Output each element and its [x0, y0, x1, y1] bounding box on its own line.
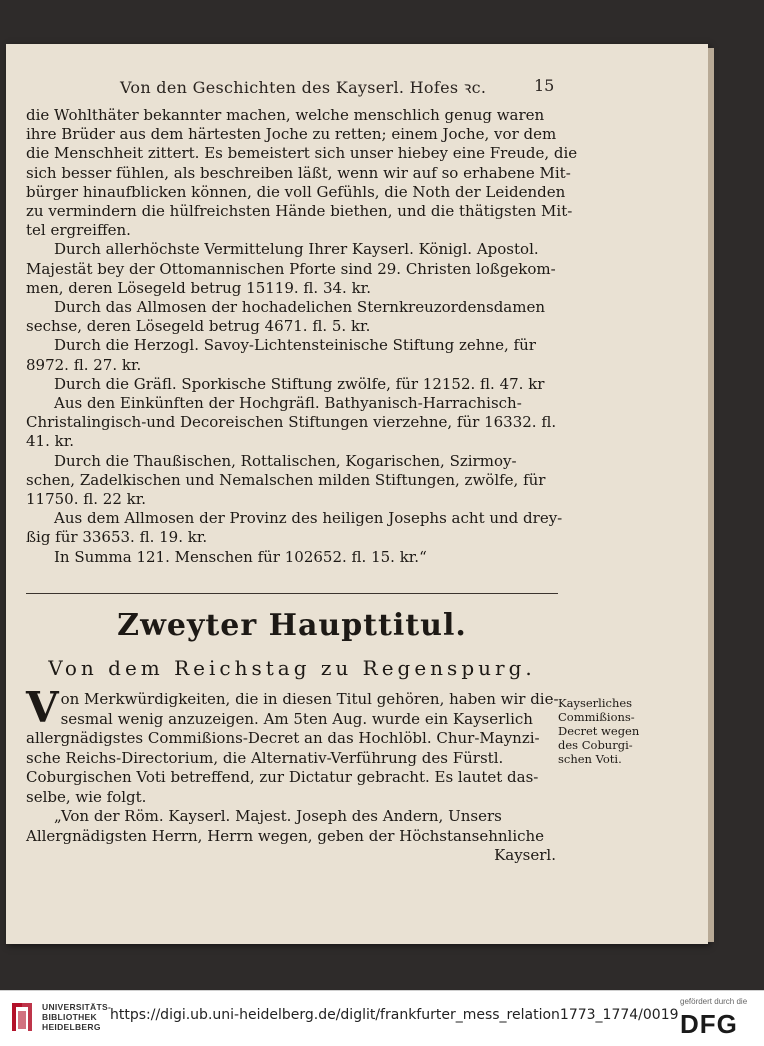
drop-cap: V — [26, 683, 59, 732]
marginal-line: Kayserliches — [558, 696, 633, 710]
marginal-note — [558, 696, 650, 766]
section-divider — [26, 593, 558, 594]
text-line: die Menschheit zittert. Es bemeistert sich unser hiebey eine Freude, die — [26, 144, 578, 163]
text-line: Kayserl. — [494, 846, 556, 864]
text-line: ßig für 33653. fl. 19. kr. — [26, 528, 208, 547]
text-line: sich besser fühlen, als beschreiben läßt, wenn wir auf so erhabene Mit- — [26, 163, 571, 182]
text-line: 11750. fl. 22 kr. — [26, 490, 147, 509]
book-page — [6, 44, 708, 944]
text-line: men, deren Lösegeld betrug 15119. fl. 34. kr. — [26, 278, 371, 297]
text-line: 8972. fl. 27. kr. — [26, 355, 142, 374]
text-line: „Von der Röm. Kayserl. Majest. Joseph des Andern, Unsers — [54, 807, 502, 825]
body-text — [26, 106, 578, 567]
chapter-title: Zweyter Haupttitul. — [117, 608, 467, 643]
text-line: zu vermindern die hülfreichsten Hände biethen, und die thätigsten Mit- — [26, 202, 573, 221]
marginal-line: schen Voti. — [558, 752, 622, 766]
section-text — [26, 683, 559, 866]
library-name-line: UNIVERSITÄTS- — [42, 1002, 112, 1012]
text-line: bürger hinaufblicken können, die voll Gefühls, die Noth der Leidenden — [26, 182, 566, 201]
footer-bar — [0, 990, 764, 1046]
marginal-line: Decret wegen — [558, 724, 640, 738]
text-line: Majestät bey der Ottomannischen Pforte sind 29. Christen loßgekom- — [26, 259, 556, 278]
text-line: Durch die Herzogl. Savoy-Lichtensteinische Stiftung zehne, für — [54, 336, 536, 355]
text-line: Durch allerhöchste Vermittelung Ihrer Kayserl. Königl. Apostol. — [54, 240, 539, 259]
text-line: selbe, wie folgt. — [26, 787, 147, 806]
text-line: sesmal wenig anzuzeigen. Am 5ten Aug. wurde ein Kayserlich — [60, 709, 533, 728]
library-name-line: BIBLIOTHEK — [42, 1012, 97, 1022]
text-line: Aus dem Allmosen der Provinz des heiligen Josephs acht und drey- — [54, 509, 563, 528]
text-line: 41. kr. — [26, 432, 75, 451]
text-line: Allergnädigsten Herrn, Herrn wegen, geben der Höchstansehnliche — [26, 826, 545, 845]
page-number: 15 — [534, 76, 555, 95]
running-head: Von den Geschichten des Kayserl. Hofes ꝛc. — [120, 78, 487, 97]
marginal-line: Commißions- — [558, 710, 635, 724]
library-name[interactable] — [42, 1002, 111, 1032]
text-line: Durch die Gräfl. Sporkische Stiftung zwölfe, für 12152. fl. 47. kr — [54, 374, 545, 393]
text-line: Durch die Thaußischen, Rottalischen, Kogarischen, Szirmoy- — [54, 451, 517, 470]
text-line: on Merkwürdigkeiten, die in diesen Titul gehören, haben wir die- — [60, 690, 559, 708]
permalink-url[interactable]: https://digi.ub.uni-heidelberg.de/diglit/frankfurter_mess_relation1773_1774/0019 — [110, 1007, 679, 1023]
chapter-subtitle: Von dem Reichstag zu Regenspurg. — [48, 656, 536, 680]
dfg-logo[interactable]: DFG — [680, 1009, 738, 1039]
university-library-logo-icon[interactable] — [8, 999, 36, 1035]
text-line: Coburgischen Voti betreffend, zur Dictatur gebracht. Es lautet das- — [26, 768, 539, 786]
text-line: Christalingisch-und Decoreischen Stiftungen vierzehne, für 16332. fl. — [26, 413, 557, 432]
library-name-line: HEIDELBERG — [42, 1022, 101, 1032]
page-edge — [708, 48, 714, 942]
text-line: allergnädigstes Commißions-Decret an das Hochlöbl. Chur-Maynzi- — [26, 729, 540, 747]
text-line: schen, Zadelkischen und Nemalschen milden Stiftungen, zwölfe, für — [26, 470, 546, 489]
text-line: Aus den Einkünften der Hochgräfl. Bathyanisch-Harrachisch- — [54, 394, 522, 413]
marginal-line: des Coburgi- — [558, 738, 633, 752]
text-line: In Summa 121. Menschen für 102652. fl. 15. kr.“ — [54, 547, 427, 566]
text-line: die Wohlthäter bekannter machen, welche menschlich genug waren — [26, 106, 545, 124]
text-line: sche Reichs-Directorium, die Alternativ-Verführung des Fürstl. — [26, 748, 504, 767]
text-line: tel ergreiffen. — [26, 221, 131, 240]
funded-by-label: gefördert durch die — [680, 997, 748, 1006]
text-line: Durch das Allmosen der hochadelichen Sternkreuzordensdamen — [54, 298, 545, 317]
text-line: sechse, deren Lösegeld betrug 4671. fl. 5. kr. — [26, 317, 371, 336]
text-line: ihre Brüder aus dem härtesten Joche zu retten; einem Joche, vor dem — [26, 125, 557, 144]
